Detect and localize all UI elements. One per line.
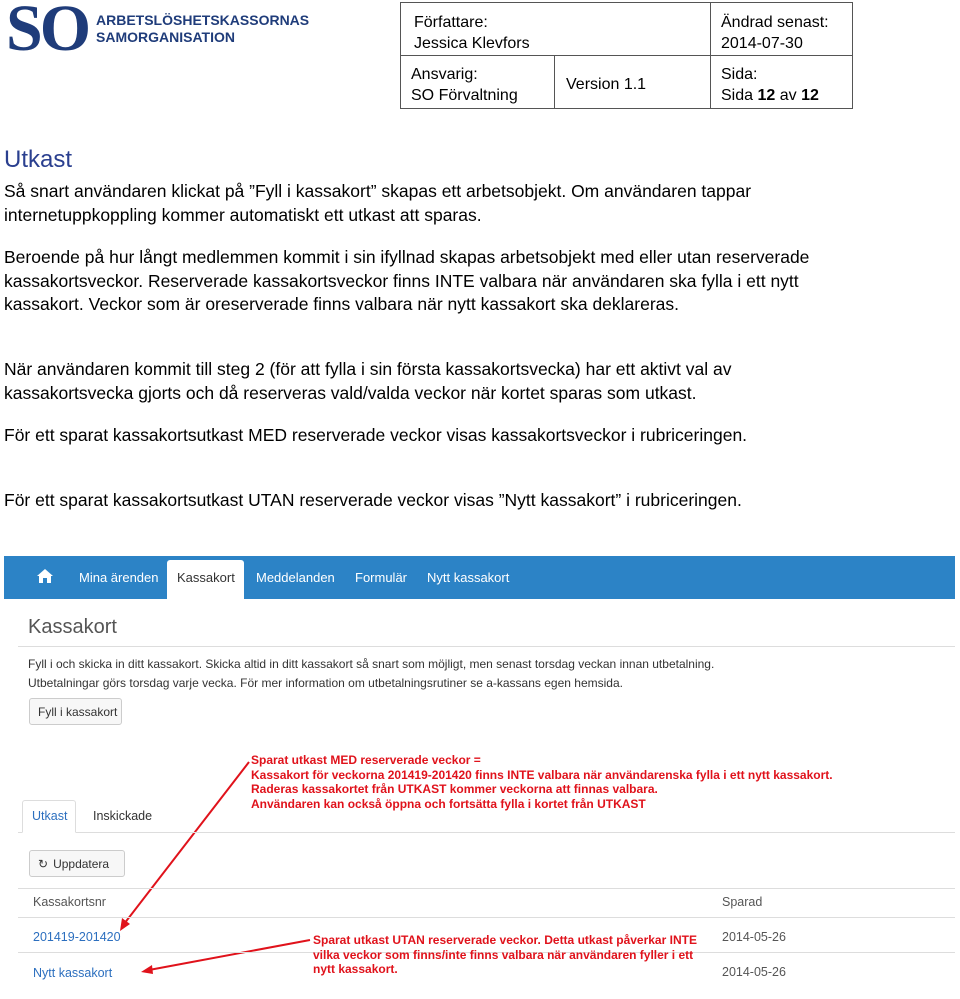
paragraph-4: För ett sparat kassakortsutkast MED reserverade veckor visas kassakortsveckor i rubriceringen.	[4, 425, 748, 445]
row-2-date: 2014-05-26	[722, 965, 786, 979]
logo-mark: SO	[6, 0, 89, 65]
logo-line-2: SAMORGANISATION	[96, 29, 235, 45]
kassakort-info: Fyll i och skicka in ditt kassakort. Skicka altid in ditt kassakort så snart som möjligt, men senast torsdag veckan innan utbetalning. Utbetalningar görs torsdag varje vecka. För mer information om utbetalningsrutiner se a-kassans egen hemsida.	[28, 657, 715, 690]
row-1-link[interactable]: 201419-201420	[33, 930, 121, 944]
paragraph-2: Beroende på hur långt medlemmen kommit i sin ifyllnad skapas arbetsobjekt med eller utan reserverade kassakortsveckor. Reserverade kassakortsveckor finns INTE valbara när användaren ska fylla i ett nytt kassakort. Veckor som är oreserverade finns valbara när nytt kassakort ska deklareras.	[4, 247, 810, 314]
logo-text	[96, 12, 309, 46]
logo-line-1: ARBETSLÖSHETSKASSORNAS	[96, 12, 310, 28]
column-kassakortsnr: Kassakortsnr	[33, 895, 106, 909]
page-label: Sida:	[721, 66, 758, 83]
tab-utkast[interactable]: Utkast	[32, 809, 68, 823]
refresh-button[interactable]: ↻ Uppdatera	[29, 850, 125, 877]
page-number: Sida 12 av 12	[721, 87, 819, 104]
app-screenshot	[4, 556, 955, 999]
modified-value: 2014-07-30	[721, 35, 803, 52]
responsible-label: Ansvarig:	[411, 66, 478, 83]
column-sparad: Sparad	[722, 895, 763, 909]
nav-mina-arenden[interactable]: Mina ärenden	[79, 570, 159, 585]
version-label: Version 1.1	[566, 76, 647, 93]
author-label: Författare:	[414, 14, 488, 31]
row-1-date: 2014-05-26	[722, 930, 786, 944]
author-value: Jessica Klevfors	[414, 35, 530, 52]
section-heading: Utkast	[4, 146, 73, 173]
row-2-link[interactable]: Nytt kassakort	[33, 966, 113, 980]
nav-formular[interactable]: Formulär	[355, 570, 408, 585]
kassakort-title: Kassakort	[28, 616, 117, 638]
tab-inskickade[interactable]: Inskickade	[93, 809, 153, 823]
paragraph-3: När användaren kommit till steg 2 (för att fylla i sin första kassakortsvecka) har ett aktivt val av kassakortsvecka gjorts och då reserveras vald/valda veckor när kortet sparas som utkast.	[4, 359, 732, 403]
refresh-icon: ↻	[38, 857, 49, 871]
nav-nytt-kassakort[interactable]: Nytt kassakort	[427, 570, 510, 585]
paragraph-5: För ett sparat kassakortsutkast UTAN reserverade veckor visas ”Nytt kassakort” i rubriceringen.	[4, 490, 742, 510]
nav-kassakort[interactable]: Kassakort	[177, 570, 235, 585]
fill-kassakort-button[interactable]: Fyll i kassakort	[29, 698, 122, 725]
modified-label: Ändrad senast:	[721, 14, 829, 31]
nav-meddelanden[interactable]: Meddelanden	[256, 570, 335, 585]
document-meta-table	[400, 2, 853, 109]
annotation-unreserved: Sparat utkast UTAN reserverade veckor. Detta utkast påverkar INTE vilka veckor som finns/inte finns valbara när användaren fyller i ett nytt kassakort.	[313, 933, 697, 976]
paragraph-1: Så snart användaren klickat på ”Fyll i kassakort” skapas ett arbetsobjekt. Om användaren tappar internetuppkoppling kommer automatiskt ett utkast att sparas.	[4, 181, 752, 225]
annotation-reserved: Sparat utkast MED reserverade veckor = Kassakort för veckorna 201419-201420 finns INTE valbara när användarenska fylla i ett nytt kassakort. Raderas kassakortet från UTKAST kommer veckorna att finnas valbara. Användaren kan också öppna och fortsätta fylla i kortet från UTKAST	[251, 753, 833, 811]
responsible-value: SO Förvaltning	[411, 87, 518, 104]
